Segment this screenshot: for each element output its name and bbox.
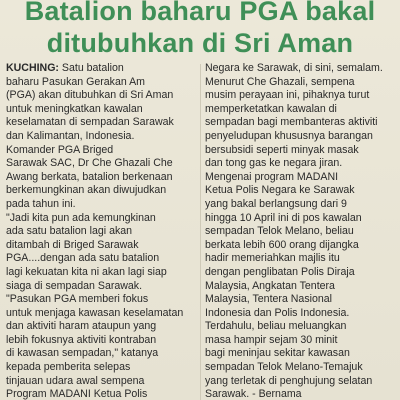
body-line: berkata lebih 600 orang dijangka bbox=[205, 238, 359, 251]
body-line: yang bakal berlangsung dari 9 bbox=[205, 197, 347, 210]
body-line: Ketua Polis Negara ke Sarawak bbox=[205, 184, 355, 197]
body-line: Menurut Che Ghazali, sempena bbox=[205, 75, 355, 88]
body-line: kepada pemberita selepas bbox=[6, 361, 131, 374]
body-line: Komander PGA Briged bbox=[6, 143, 114, 156]
body-line: untuk meningkatkan kawalan bbox=[6, 102, 143, 115]
body-line: musim perayaan ini, pihaknya turut bbox=[205, 89, 370, 102]
body-line: di kawasan sempadan," katanya bbox=[6, 347, 159, 360]
body-line: Mengenai program MADANI bbox=[205, 170, 339, 183]
body-line: memperketatkan kawalan di bbox=[205, 102, 337, 115]
left-column bbox=[6, 62, 196, 400]
body-line: penyeludupan khususnya barangan bbox=[205, 129, 373, 142]
body-line: tinjauan udara awal sempena bbox=[6, 374, 145, 387]
body-line-text: Satu batalion bbox=[58, 62, 124, 74]
body-line: Negara ke Sarawak, di sini, semalam. bbox=[205, 62, 383, 74]
body-line: Terdahulu, beliau meluangkan bbox=[205, 320, 347, 333]
body-line: Malaysia, Tentera Nasional bbox=[205, 293, 332, 306]
headline-line-1: Batalion baharu PGA bakal bbox=[24, 0, 376, 26]
body-line: yang terletak di penghujung selatan bbox=[205, 374, 373, 387]
body-line: sempadan bagi membanteras aktiviti bbox=[205, 116, 378, 129]
body-line: (PGA) akan ditubuhkan di Sri Aman bbox=[6, 89, 174, 102]
headline-line-2: ditubuhkan di Sri Aman bbox=[46, 28, 354, 58]
article-headline bbox=[0, 0, 400, 62]
body-line: dan tong gas ke negara jiran. bbox=[205, 157, 343, 170]
body-line: siaga di sempadan Sarawak. bbox=[6, 279, 143, 292]
body-line: dan Kalimantan, Indonesia. bbox=[6, 129, 135, 142]
body-line: lagi kekuatan kita ni akan lagi siap bbox=[6, 265, 167, 278]
dateline: KUCHING: bbox=[6, 62, 59, 74]
body-line: baharu Pasukan Gerakan Am bbox=[6, 75, 145, 88]
body-line: Awang berkata, batalion berkenaan bbox=[6, 170, 173, 183]
body-line: bagi meninjau sekitar kawasan bbox=[205, 347, 350, 360]
body-line: bersubsidi seperti minyak masak bbox=[205, 143, 359, 156]
body-line: berkemungkinan akan diwujudkan bbox=[6, 184, 167, 197]
body-line: hingga 10 April ini di pos kawalan bbox=[205, 211, 362, 224]
body-line: PGA....dengan ada satu batalion bbox=[6, 252, 160, 265]
body-line: keselamatan di sempadan Sarawak bbox=[6, 116, 174, 129]
body-line: pada tahun ini. bbox=[6, 197, 76, 210]
body-line: Program MADANI Ketua Polis bbox=[6, 388, 148, 400]
body-line: sempadan Telok Melano, beliau bbox=[205, 225, 354, 238]
body-line: Sarawak. - Bernama bbox=[205, 388, 302, 400]
body-line: Indonesia dan Polis Indonesia. bbox=[205, 306, 350, 319]
body-line: ditambah di Briged Sarawak bbox=[6, 238, 139, 251]
body-line: Sarawak SAC, Dr Che Ghazali Che bbox=[6, 157, 173, 170]
body-line: hadir memeriahkan majlis itu bbox=[205, 252, 340, 265]
body-line bbox=[6, 62, 196, 76]
body-line: Malaysia, Angkatan Tentera bbox=[205, 279, 335, 292]
right-column bbox=[205, 62, 397, 400]
body-line: "Jadi kita pun ada kemungkinan bbox=[6, 211, 156, 224]
body-line: "Pasukan PGA memberi fokus bbox=[6, 293, 149, 306]
body-line: sempadan Telok Melano-Temajuk bbox=[205, 361, 363, 374]
column-divider bbox=[200, 64, 201, 400]
body-line: dengan penglibatan Polis Diraja bbox=[205, 265, 355, 278]
body-line: dan aktiviti haram ataupun yang bbox=[6, 320, 157, 333]
body-line: masa hampir sejam 30 minit bbox=[205, 333, 338, 346]
body-line: ada satu batalion lagi akan bbox=[6, 225, 133, 238]
body-line: lebih fokusnya aktiviti kontraban bbox=[6, 333, 157, 346]
body-line: untuk menjaga kawasan keselamatan bbox=[6, 306, 184, 319]
